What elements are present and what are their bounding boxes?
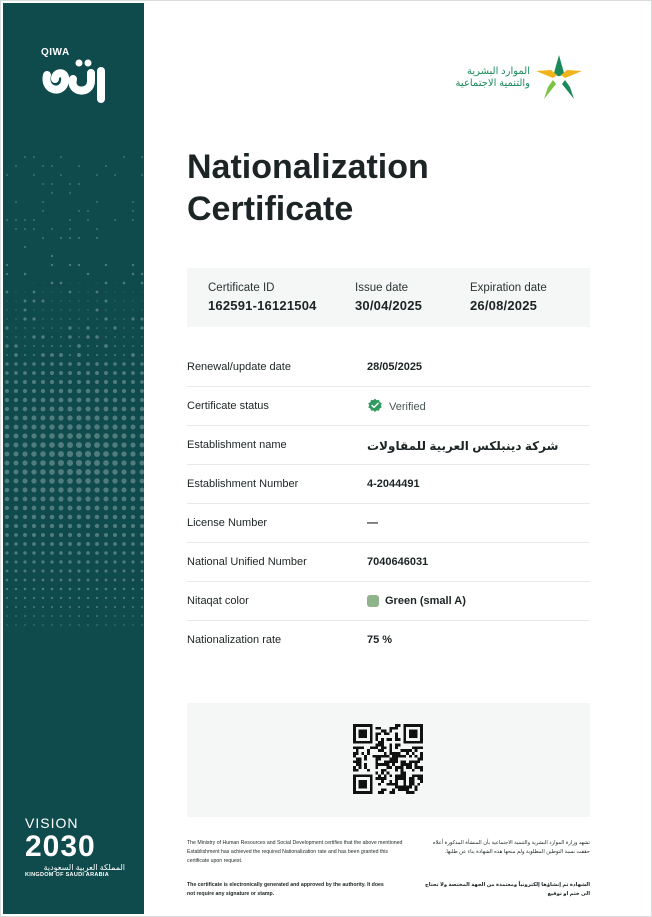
detail-row-establishment-number — [187, 465, 590, 504]
vision-2030-logo — [25, 815, 125, 878]
license-label: License Number — [187, 517, 268, 529]
qiwa-logo-icon — [39, 57, 115, 107]
certificate-id-value: 162591-16121504 — [208, 298, 317, 313]
certificate-details — [187, 348, 590, 660]
renewal-value: 28/05/2025 — [367, 361, 423, 373]
page-title — [187, 146, 429, 230]
rate-value: 75 % — [367, 634, 393, 646]
sidebar — [3, 3, 144, 914]
status-label: Certificate status — [187, 400, 269, 412]
ministry-logo-text: الموارد البشرية والتنمية الاجتماعية — [455, 66, 530, 89]
detail-row-unified-number — [187, 543, 590, 582]
establishment-name-value: شركة دينبلكس العربية للمقاولات — [367, 439, 559, 453]
establishment-number-label: Establishment Number — [187, 478, 299, 490]
detail-row-establishment-name — [187, 426, 590, 465]
license-value: — — [367, 517, 378, 529]
expiration-date-value: 26/08/2025 — [470, 298, 538, 313]
nitaqat-value — [367, 595, 466, 607]
qr-code-icon[interactable] — [353, 723, 423, 795]
expiration-date-label: Expiration date — [470, 282, 547, 294]
qiwa-brand-word: QIWA — [41, 47, 70, 58]
decorative-dot-pattern — [3, 153, 144, 633]
vision-arabic: المملكة العربية السعودية — [43, 863, 125, 872]
footer-note-english: The Ministry of Human Resources and Social Development certifies that the above mentioned Establishment has achieved the required Nationalization rate and has been granted this certificate upon request. — [187, 840, 403, 864]
certificate-id-cell — [208, 282, 317, 313]
ministry-star-icon — [532, 54, 586, 104]
footer-auth-english: The certificate is electronically generated and approved by the authority. It does not require any signature or stamp. — [187, 882, 384, 897]
rate-label: Nationalization rate — [187, 634, 282, 646]
nitaqat-text: Green (small A) — [385, 595, 466, 607]
issue-date-cell — [355, 282, 422, 313]
detail-row-status — [187, 387, 590, 426]
title-line-2: Certificate — [187, 190, 354, 228]
nitaqat-label: Nitaqat color — [187, 595, 249, 607]
detail-row-nitaqat — [187, 582, 590, 621]
vision-year: 2030 — [25, 830, 96, 863]
footer-note-arabic: تشهد وزارة الموارد البشرية والتنمية الاجتماعية بأن المنشأة المذكورة أعلاه حققت نسبة التوطين المطلوبة ولم منحها هذه الشهادة بناء عن طلبها. — [432, 840, 590, 855]
detail-row-rate — [187, 621, 590, 660]
footer-auth-arabic: الشهادة تم إنشاؤها إلكترونياً ومعتمدة من الجهة المختصة ولا تحتاج الى ختم او توقيع — [425, 882, 590, 897]
vision-english: KINGDOM OF SAUDI ARABIA — [25, 872, 109, 878]
ministry-logo — [440, 54, 592, 104]
unified-number-label: National Unified Number — [187, 556, 307, 568]
certificate-summary — [187, 268, 590, 327]
issue-date-value: 30/04/2025 — [355, 298, 423, 313]
verified-badge-icon — [367, 398, 383, 414]
title-line-1: Nationalization — [187, 148, 429, 186]
status-text: Verified — [389, 401, 426, 413]
detail-row-renewal — [187, 348, 590, 387]
establishment-number-value: 4-2044491 — [367, 478, 420, 490]
certificate-id-label: Certificate ID — [208, 282, 275, 294]
nitaqat-color-swatch — [367, 595, 379, 607]
vision-word: VISION — [25, 815, 79, 831]
unified-number-value: 7040646031 — [367, 556, 429, 568]
establishment-name-label: Establishment name — [187, 439, 287, 451]
renewal-label: Renewal/update date — [187, 361, 291, 373]
issue-date-label: Issue date — [355, 282, 409, 294]
qr-panel — [187, 703, 590, 817]
detail-row-license — [187, 504, 590, 543]
status-value — [367, 400, 426, 414]
expiration-date-cell — [470, 282, 547, 313]
